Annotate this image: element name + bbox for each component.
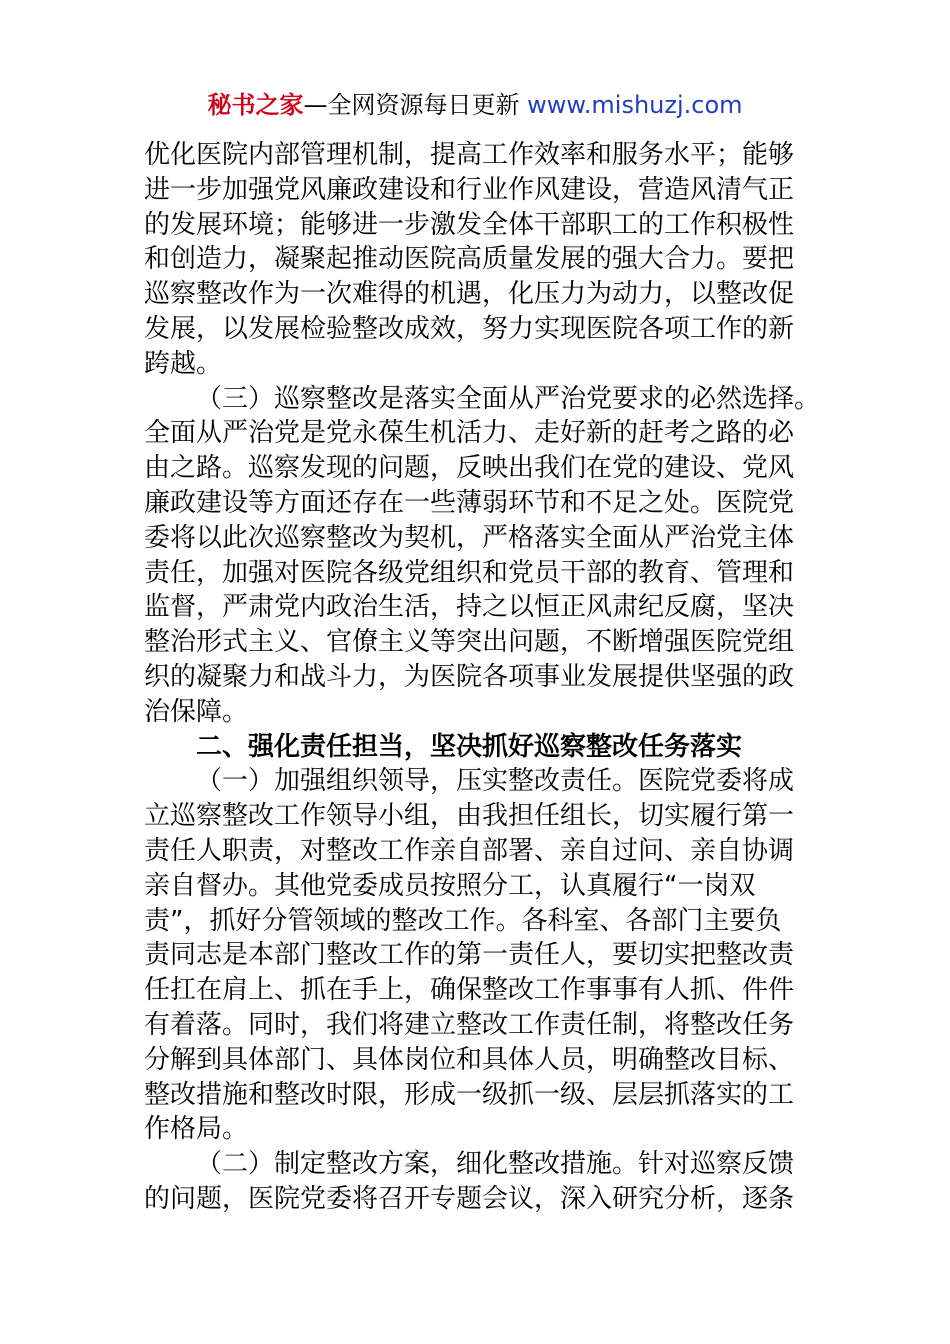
site-url: www.mishuzj.com <box>527 91 743 119</box>
text-line: 整治形式主义、官僚主义等突出问题，不断增强医院党组 <box>144 627 795 658</box>
text-line: 整改措施和整改时限，形成一级抓一级、层层抓落实的工 <box>144 1079 795 1110</box>
text-line: 作格局。 <box>144 1114 249 1145</box>
text-line: 织的凝聚力和战斗力，为医院各项事业发展提供坚强的政 <box>144 661 795 692</box>
text-line: 由之路。巡察发现的问题，反映出我们在党的建设、党风 <box>144 453 795 484</box>
text-line: 治保障。 <box>144 696 249 727</box>
text-line: 跨越。 <box>144 348 223 379</box>
site-watermark-header <box>0 88 950 122</box>
text-line: 亲自督办。其他党委成员按照分工，认真履行“一岗双 <box>144 870 756 901</box>
text-line: 责”，抓好分管领域的整改工作。各科室、各部门主要负 <box>144 905 782 936</box>
text-line: 责任，加强对医院各级党组织和党员干部的教育、管理和 <box>144 557 795 588</box>
text-line: 和创造力，凝聚起推动医院高质量发展的强大合力。要把 <box>144 244 795 275</box>
section-heading: 二、强化责任担当，坚决抓好巡察整改任务落实 <box>196 731 743 762</box>
text-line: 立巡察整改工作领导小组，由我担任组长，切实履行第一 <box>144 801 795 832</box>
text-line: 委将以此次巡察整改为契机，严格落实全面从严治党主体 <box>144 522 795 553</box>
text-line: 监督，严肃党内政治生活，持之以恒正风肃纪反腐，坚决 <box>144 592 795 623</box>
text-line: 有着落。同时，我们将建立整改工作责任制，将整改任务 <box>144 1009 795 1040</box>
text-line: 的问题，医院党委将召开专题会议，深入研究分析，逐条 <box>144 1183 795 1214</box>
paragraph-start: （二）制定整改方案，细化整改措施。针对巡察反馈 <box>196 1149 795 1180</box>
text-line: 优化医院内部管理机制，提高工作效率和服务水平；能够 <box>144 140 795 170</box>
text-line: 责同志是本部门整改工作的第一责任人，要切实把整改责 <box>144 940 795 971</box>
text-line: 进一步加强党风廉政建设和行业作风建设，营造风清气正 <box>144 174 795 205</box>
paragraph-start: （一）加强组织领导，压实整改责任。医院党委将成 <box>196 766 795 797</box>
text-line: 责任人职责，对整改工作亲自部署、亲自过问、亲自协调 <box>144 835 795 866</box>
text-line: 分解到具体部门、具体岗位和具体人员，明确整改目标、 <box>144 1044 795 1075</box>
text-line: 廉政建设等方面还存在一些薄弱环节和不足之处。医院党 <box>144 487 795 518</box>
text-line: 发展，以发展检验整改成效，努力实现医院各项工作的新 <box>144 313 795 344</box>
text-line: 任扛在肩上、抓在手上，确保整改工作事事有人抓、件件 <box>144 975 795 1006</box>
text-line: 全面从严治党是党永葆生机活力、走好新的赶考之路的必 <box>144 418 795 449</box>
site-slogan: —全网资源每日更新 <box>303 91 528 119</box>
text-line: 巡察整改作为一次难得的机遇，化压力为动力，以整改促 <box>144 279 795 310</box>
text-line: 的发展环境；能够进一步激发全体干部职工的工作积极性 <box>144 209 795 240</box>
document-body <box>144 138 824 1217</box>
site-brand: 秘书之家 <box>207 91 304 119</box>
paragraph-start: （三）巡察整改是落实全面从严治党要求的必然选择。 <box>196 383 821 414</box>
